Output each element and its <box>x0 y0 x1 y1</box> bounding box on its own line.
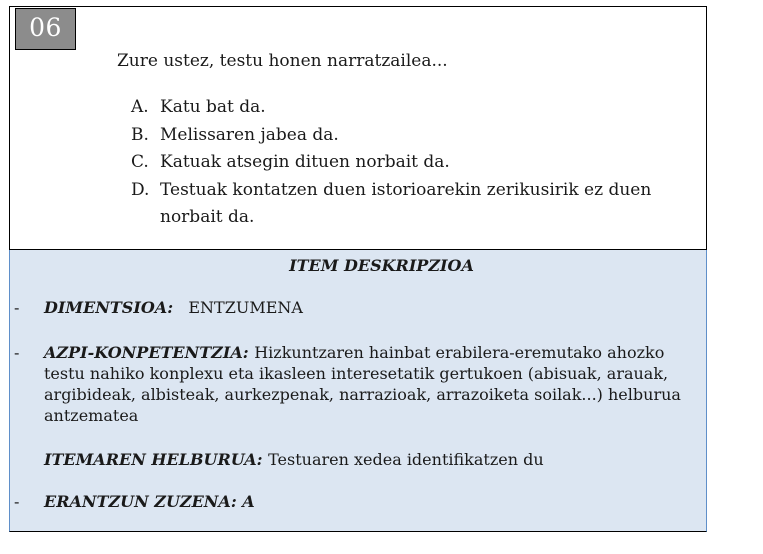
option-a[interactable] <box>131 94 691 122</box>
dimension-spacer <box>178 298 183 317</box>
option-text: Testuak kontatzen duen istorioarekin zerikusirik ez duen norbait da. <box>160 179 652 227</box>
bullet-dash: - <box>14 298 20 317</box>
item-goal-row <box>44 449 704 470</box>
dimension-label: DIMENTSIOA: <box>44 298 174 317</box>
option-text: Melissaren jabea da. <box>160 124 339 145</box>
option-text: Katu bat da. <box>160 97 266 117</box>
option-letter: C. <box>131 152 149 172</box>
option-letter: A. <box>131 97 149 117</box>
answer-options <box>131 94 691 232</box>
option-letter: B. <box>131 124 149 145</box>
option-c[interactable] <box>131 149 691 177</box>
subcompetence-row <box>44 342 704 426</box>
bullet-dash: - <box>14 343 20 362</box>
question-number-badge: 06 <box>15 8 76 50</box>
subcompetence-value: Hizkuntzaren hainbat erabilera-eremutako ahozko testu nahiko konplexu eta ikasleen interesetatik gertukoen (abisuak, arauak, argibideak, albisteak, aurkezpenak, narrazioak, arrazoiketa soilak...) helburua antzematea <box>44 343 681 425</box>
correct-answer-row <box>44 491 704 512</box>
subcompetence-label: AZPI-KONPETENTZIA: <box>44 343 255 362</box>
option-text: Katuak atsegin dituen norbait da. <box>160 152 450 172</box>
bullet-dash: - <box>14 492 20 511</box>
dimension-value: ENTZUMENA <box>188 298 303 317</box>
dimension-row <box>44 297 704 318</box>
descriptor-title: ITEM DESKRIPZIOA <box>289 256 474 275</box>
option-d[interactable] <box>131 177 691 232</box>
item-goal-value: Testuaren xedea identifikatzen du <box>268 450 544 469</box>
question-stem: Zure ustez, testu honen narratzailea... <box>117 51 448 71</box>
option-letter: D. <box>131 179 150 200</box>
item-goal-label: ITEMAREN HELBURUA: <box>44 450 269 469</box>
option-b[interactable] <box>131 122 691 150</box>
correct-answer-label: ERANTZUN ZUZENA: A <box>44 492 255 511</box>
